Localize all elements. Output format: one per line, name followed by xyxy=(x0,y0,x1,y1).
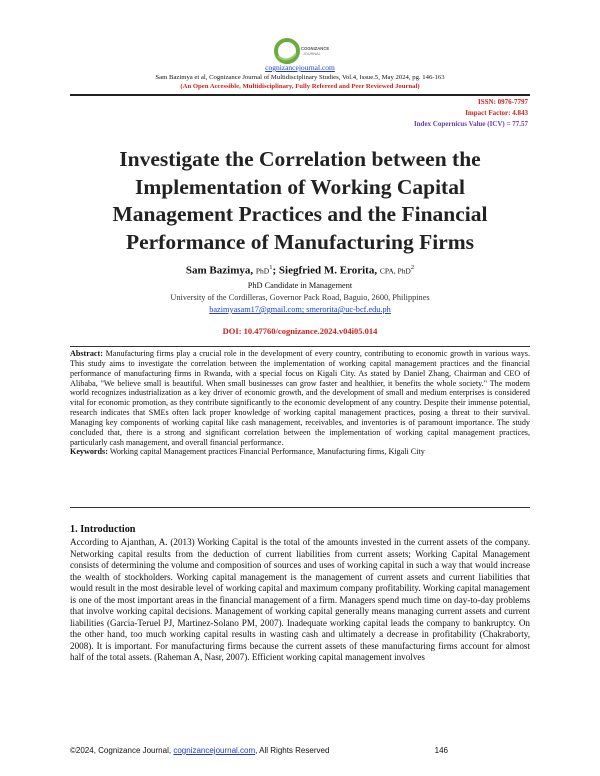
title-line: Investigate the Correlation between the xyxy=(119,147,481,171)
header-divider xyxy=(70,94,530,96)
abstract-label: Abstract: xyxy=(70,349,103,358)
journal-metrics xyxy=(414,97,528,130)
author-list xyxy=(0,264,600,277)
footer-url[interactable]: cognizancejournal.com xyxy=(173,746,256,755)
abstract-block xyxy=(70,349,530,457)
paper-title xyxy=(70,146,530,256)
abstract-top-rule xyxy=(70,346,530,347)
header-access-note: (An Open Accessible, Multidisciplinary, Fully Refereed and Peer Reviewed Journal) xyxy=(180,83,420,90)
abstract-bottom-rule xyxy=(70,507,530,508)
section-heading-introduction: 1. Introduction xyxy=(70,524,136,535)
page-number: 146 xyxy=(434,746,448,755)
issn: ISSN: 0976-7797 xyxy=(478,98,528,106)
header-journal-url[interactable]: cognizancejournal.com xyxy=(265,63,335,72)
author-1-affil-mark: 1 xyxy=(269,264,273,271)
page-footer xyxy=(70,746,530,755)
author-2-affil-mark: 2 xyxy=(410,264,415,271)
author-2-name: Siegfried M. Erorita, xyxy=(278,264,378,277)
author-emails[interactable]: bazimyasam17@gmail.com; smerorita@uc-bcf.edu.ph xyxy=(209,305,391,314)
author-1-credential: PhD xyxy=(255,266,270,276)
title-line: Management Practices and the Financial xyxy=(112,202,488,226)
author-role: PhD Candidate in Management xyxy=(247,281,353,290)
footer-copyright: ©2024, Cognizance Journal, xyxy=(70,746,172,755)
header-citation: Sam Bazimya et al, Cognizance Journal of Multidisciplinary Studies, Vol.4, Issue.5, May 2024, pg. 146-163 xyxy=(155,74,445,81)
doi[interactable]: DOI: 10.47760/cognizance.2024.v04i05.014 xyxy=(222,326,378,336)
logo-text-top: COGNIZANCE xyxy=(301,46,330,51)
author-affiliation: University of the Cordilleras, Governor Pack Road, Baguio, 2600, Philippines xyxy=(170,293,430,302)
introduction-text: According to Ajanthan, A. (2013) Working Capital is the total of the amounts invested in the current assets of the company. Networking capital results from the deduction of current liabilities from current assets; Working Capital Management consists of determining the volume and composition of sources and uses of working capital in such a way that would increase the wealth of stockholders. Working capital management is the management of current assets and current liabilities that would result in the most desirable level of working capital and maximum company profitability. Working capital management is one of the most important areas in the financial management of a firm. Managers spend much time on day-to-day problems that involve working capital decisions. Management of working capital generally means managing current assets and current liabilities (Garcia-Teruel PJ, Martinez-Solano PM, 2007). Inadequate working capital leads the company to bankruptcy. On the other hand, too much working capital results in wasting cash and ultimately a decrease in profitability (Chakraborty, 2008). It is important. For manufacturing firms because the current assets of these manufacturing firms account for almost half of the total assets. (Raheman A, Nasr, 2007). Efficient working capital management involves xyxy=(70,537,530,663)
logo-ring-inner xyxy=(282,46,292,56)
keywords-label: Keywords: xyxy=(70,447,108,457)
author-1-name: Sam Bazimya, xyxy=(185,264,254,277)
footer-rights: , All Rights Reserved xyxy=(255,746,330,755)
impact-factor: Impact Factor: 4.843 xyxy=(465,109,528,117)
keywords-text: Working capital Management practices Financial Performance, Manufacturing firms, Kigali City xyxy=(109,447,425,457)
author-separator: ; xyxy=(272,264,277,277)
logo-text-bottom: JOURNAL xyxy=(303,52,321,56)
title-line: Performance of Manufacturing Firms xyxy=(125,229,475,254)
abstract-text: Manufacturing firms play a crucial role in the development of every country, contributing to economic growth in various ways. This study aims to investigate the correlation between the implementation of working capital management practices and the financial performance of manufacturing firms in Rwanda, with a special focus on Kigali City. As stated by Daniel Zhang, Chairman and CEO of Alibaba, "We believe small is beautiful. When small businesses can grow faster and healthier, it benefits the whole society." The modern world recognizes industrialization as a key driver of economic growth, and the development of small and medium enterprises is considered vital for economic promotion, as they contribute significantly to the economic development of any country. Despite their immense potential, research indicates that SMEs often lack proper knowledge of working capital management practices, posing a threat to their survival. Managing key components of working capital like cash management, receivables, and inventories is of paramount importance. The study concluded that, there is a strong and significant correlation between the implementation of working capital management practices, particularly cash management, and overall financial performance. xyxy=(70,349,531,447)
icv-value: Index Copernicus Value (ICV) = 77.57 xyxy=(413,120,528,128)
author-2-credential: CPA, PhD xyxy=(379,266,411,276)
title-line: Implementation of Working Capital xyxy=(135,174,465,199)
journal-logo xyxy=(274,38,330,64)
